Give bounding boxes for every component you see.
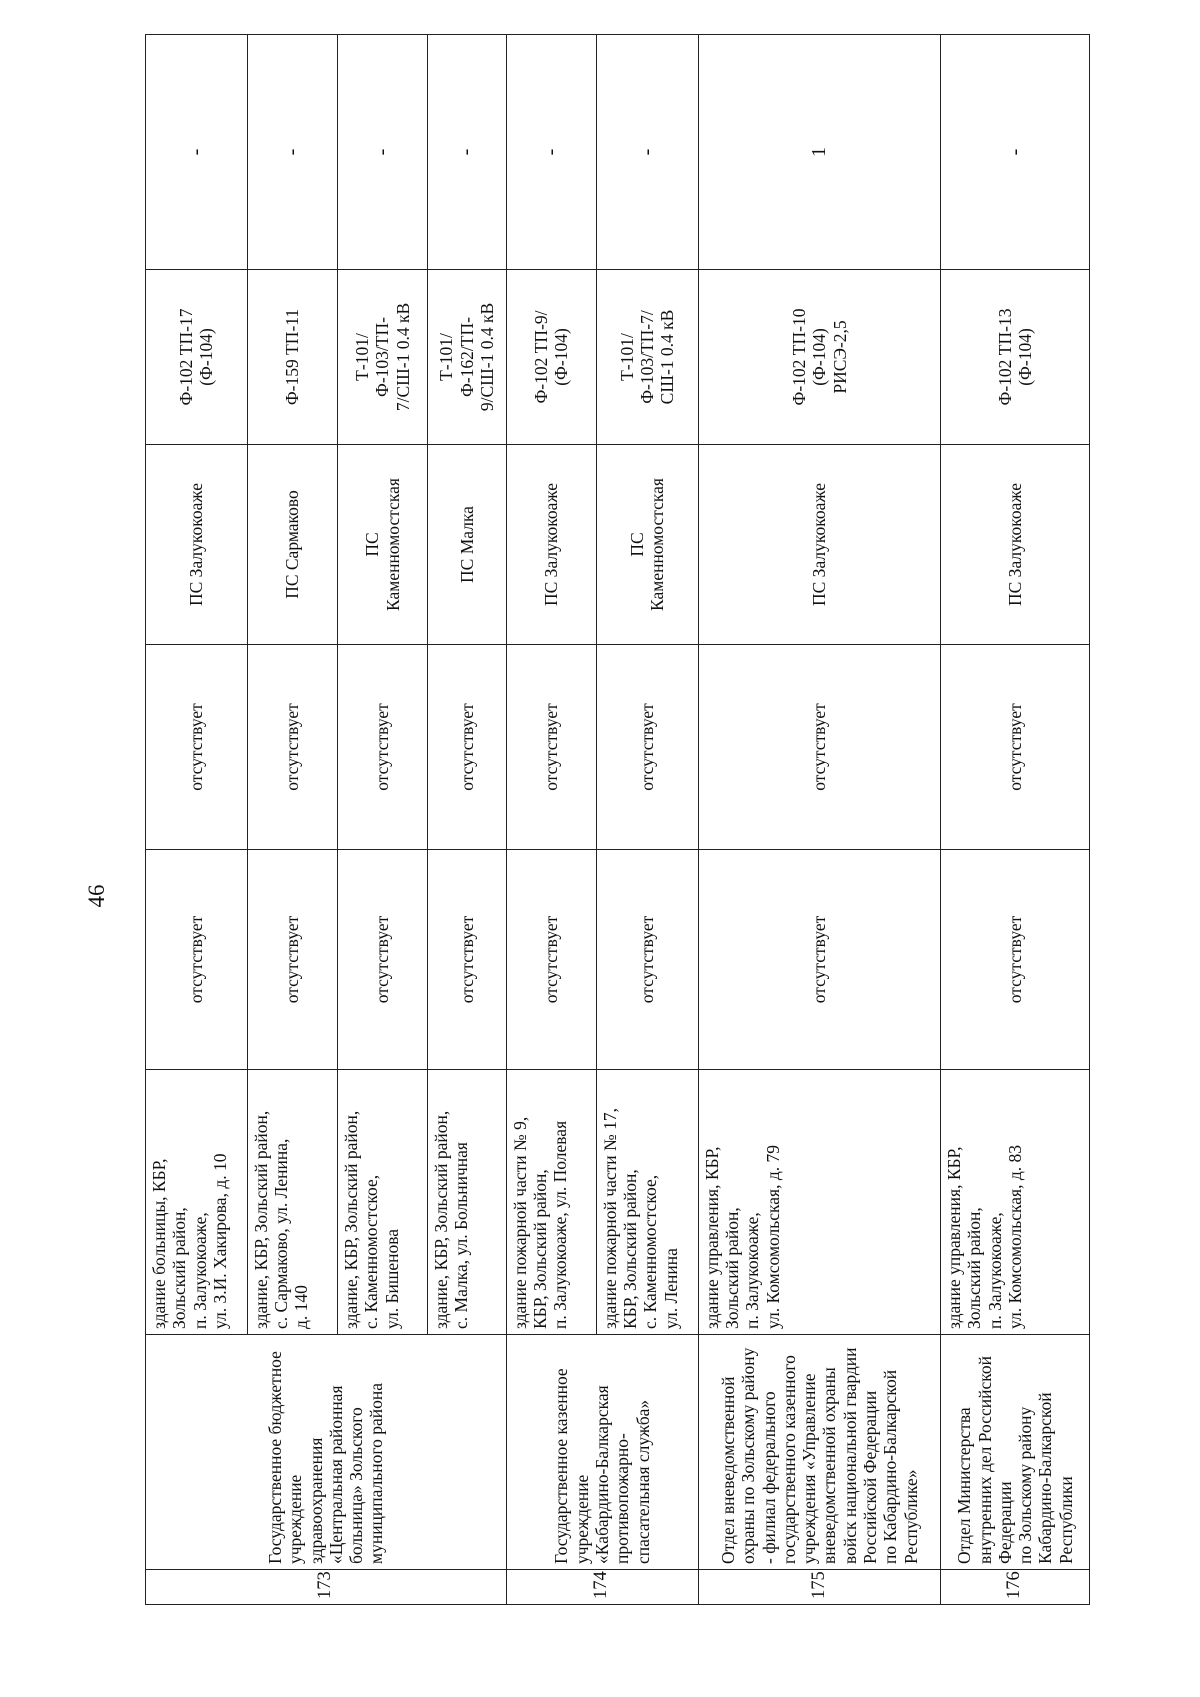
cell-line: «Кабардино-Балкарская: [591, 1385, 612, 1564]
cell-line: внутренних дел Российской: [974, 1355, 995, 1564]
cell-line: ПС Залукокоаже: [809, 483, 830, 606]
cell-line: ПС Сармаково: [282, 490, 303, 599]
cell-line: Ф-103/ТП-7/: [637, 310, 658, 404]
table-body: [146, 35, 1090, 1605]
cell-line: ПС Залукокоаже: [186, 483, 207, 606]
cell-line: больница» Зольского: [346, 1407, 367, 1564]
cell-line: ПС Малка: [456, 506, 477, 583]
cell-line: Государственное казенное: [551, 1368, 572, 1564]
cell-line: 9/СШ-1 0.4 кВ: [477, 302, 498, 412]
status-cell: отсутствует: [698, 645, 941, 850]
status-cell: отсутствует: [247, 850, 337, 1070]
cell-line: (Ф-104): [551, 328, 572, 386]
row-number-cell: 174: [506, 1570, 698, 1605]
cell-line: Зольский район,: [169, 1207, 190, 1329]
cell-line: п. Залукокоаже,: [984, 1212, 1005, 1329]
cell-line: с. Малка, ул. Больничная: [451, 1142, 472, 1329]
cell-line: учреждение: [571, 1474, 592, 1564]
status-cell: отсутствует: [506, 850, 596, 1070]
status-cell: отсутствует: [428, 850, 507, 1070]
cell-line: учреждения «Управление: [799, 1373, 820, 1564]
cell-line: Каменномостская: [647, 478, 668, 611]
organization-name-cell: [506, 1335, 698, 1570]
quantity-cell: -: [506, 35, 596, 270]
cell-line: СШ-1 0.4 кВ: [657, 309, 678, 405]
address-cell: [146, 1070, 248, 1335]
cell-line: ул. Ленина: [660, 1248, 681, 1329]
status-cell: отсутствует: [146, 645, 248, 850]
substation-cell: [146, 445, 248, 645]
address-cell: [247, 1070, 337, 1335]
substation-cell: [428, 445, 507, 645]
cell-line: (Ф-104): [809, 328, 830, 386]
cell-line: здание пожарной части № 9,: [509, 1116, 530, 1329]
quantity-cell: -: [247, 35, 337, 270]
cell-line: «Центральная районная: [325, 1385, 346, 1564]
cell-line: здравоохранения: [305, 1437, 326, 1564]
cell-line: - филиал федерального: [758, 1391, 779, 1564]
cell-line: Республики: [1055, 1476, 1076, 1564]
substation-cell: [596, 445, 698, 645]
cell-line: (Ф-104): [1015, 328, 1036, 386]
cell-line: вневедомственной охраны: [819, 1367, 840, 1564]
status-cell: отсутствует: [941, 850, 1090, 1070]
cell-line: Российской Федерации: [860, 1390, 880, 1564]
cell-line: ул. З.И. Хакирова, д. 10: [209, 1153, 230, 1329]
quantity-cell: -: [428, 35, 507, 270]
table-row: [506, 35, 596, 1605]
cell-line: Отдел Министерства: [954, 1407, 975, 1564]
cell-line: 7/СШ-1 0.4 кВ: [392, 302, 413, 412]
table-row: [146, 35, 248, 1605]
cell-line: государственного казенного: [778, 1355, 799, 1564]
feeder-line-cell: [146, 270, 248, 445]
cell-line: муниципального района: [366, 1382, 387, 1564]
row-number-cell: 173: [146, 1570, 507, 1605]
row-number-cell: 175: [698, 1570, 941, 1605]
address-cell: [698, 1070, 941, 1335]
cell-line: учреждение: [285, 1474, 306, 1564]
status-cell: отсутствует: [596, 645, 698, 850]
status-cell: отсутствует: [337, 850, 427, 1070]
substation-cell: [506, 445, 596, 645]
cell-line: здание управления, КБР,: [944, 1146, 965, 1329]
cell-line: Зольский район,: [964, 1207, 985, 1329]
cell-line: Ф-159 ТП-11: [282, 308, 303, 406]
cell-line: д. 140: [291, 1285, 312, 1329]
address-cell: [428, 1070, 507, 1335]
cell-line: ул. Комсомольская, д. 83: [1005, 1145, 1026, 1329]
feeder-line-cell: [428, 270, 507, 445]
cell-line: здание больницы, КБР,: [149, 1158, 169, 1329]
organization-name-cell: [941, 1335, 1090, 1570]
quantity-cell: -: [146, 35, 248, 270]
address-cell: [506, 1070, 596, 1335]
cell-line: по Кабардино-Балкарской: [880, 1369, 901, 1564]
quantity-cell: 1: [698, 35, 941, 270]
cell-line: Ф-162/ТП-: [456, 317, 477, 397]
cell-line: п. Залукокоаже,: [742, 1212, 763, 1329]
cell-line: с. Сармаково, ул. Ленина,: [271, 1138, 292, 1329]
cell-line: Кабардино-Балкарской: [1035, 1392, 1056, 1564]
cell-line: здание, КБР, Зольский район,: [431, 1110, 452, 1329]
cell-line: Государственное бюджетное: [264, 1351, 285, 1564]
cell-line: Каменномостская: [382, 478, 403, 611]
cell-line: ПС: [626, 532, 647, 557]
cell-line: ПС Залукокоаже: [1004, 483, 1025, 606]
status-cell: отсутствует: [506, 645, 596, 850]
cell-line: Ф-102 ТП-13: [994, 308, 1015, 406]
address-cell: [337, 1070, 427, 1335]
table-row: [698, 35, 941, 1605]
cell-line: по Зольскому району: [1015, 1406, 1036, 1564]
row-number-cell: 176: [941, 1570, 1090, 1605]
page-number: 46: [84, 884, 109, 908]
quantity-cell: -: [941, 35, 1090, 270]
organization-name-cell: [146, 1335, 507, 1570]
status-cell: отсутствует: [596, 850, 698, 1070]
cell-line: Республике»: [900, 1469, 921, 1564]
cell-line: ПС: [362, 532, 383, 557]
cell-line: ПС Залукокоаже: [541, 483, 562, 606]
status-cell: отсутствует: [698, 850, 941, 1070]
rotated-table-container: [145, 35, 1090, 1605]
cell-line: п. Залукокоаже, ул. Полевая: [550, 1120, 571, 1329]
quantity-cell: -: [596, 35, 698, 270]
cell-line: Отдел вневедомственной: [717, 1376, 738, 1564]
cell-line: (Ф-104): [196, 328, 217, 386]
status-cell: отсутствует: [941, 645, 1090, 850]
organization-name-cell: [698, 1335, 941, 1570]
cell-line: здание пожарной части № 17,: [599, 1108, 620, 1329]
cell-line: Ф-102 ТП-10: [788, 308, 809, 406]
cell-line: Т-101/: [352, 333, 373, 381]
cell-line: здание, КБР, Зольский район,: [250, 1110, 271, 1329]
cell-line: п. Залукокоаже,: [189, 1212, 210, 1329]
cell-line: КБР, Зольский район,: [529, 1169, 550, 1329]
cell-line: Т-101/: [436, 333, 457, 381]
cell-line: Ф-102 ТП-9/: [530, 310, 551, 404]
cell-line: с. Каменномостское,: [361, 1174, 382, 1329]
cell-line: с. Каменномостское,: [640, 1174, 661, 1329]
cell-line: войск национальной гвардии: [839, 1347, 860, 1564]
feeder-line-cell: [596, 270, 698, 445]
cell-line: здание управления, КБР,: [701, 1146, 722, 1329]
cell-line: спасательная служба»: [632, 1399, 653, 1564]
status-cell: отсутствует: [337, 645, 427, 850]
cell-line: здание, КБР, Зольский район,: [340, 1110, 361, 1329]
feeder-line-cell: [698, 270, 941, 445]
substation-cell: [247, 445, 337, 645]
cell-line: Т-101/: [616, 333, 637, 381]
feeder-line-cell: [247, 270, 337, 445]
cell-line: РИСЭ-2,5: [829, 320, 850, 394]
substation-cell: [337, 445, 427, 645]
status-cell: отсутствует: [146, 850, 248, 1070]
cell-line: КБР, Зольский район,: [620, 1169, 641, 1329]
status-cell: отсутствует: [247, 645, 337, 850]
substation-cell: [941, 445, 1090, 645]
substation-cell: [698, 445, 941, 645]
cell-line: охраны по Зольскому району: [738, 1347, 759, 1564]
address-cell: [941, 1070, 1090, 1335]
cell-line: Федерации: [994, 1481, 1015, 1564]
feeder-line-cell: [337, 270, 427, 445]
quantity-cell: -: [337, 35, 427, 270]
feeder-line-cell: [506, 270, 596, 445]
cell-line: Зольский район,: [721, 1207, 742, 1329]
cell-line: Ф-102 ТП-17: [176, 308, 197, 406]
table-row: [941, 35, 1090, 1605]
address-cell: [596, 1070, 698, 1335]
status-cell: отсутствует: [428, 645, 507, 850]
facilities-table: [145, 34, 1090, 1605]
cell-line: Ф-103/ТП-: [372, 317, 393, 397]
cell-line: ул. Бишенова: [381, 1228, 402, 1329]
feeder-line-cell: [941, 270, 1090, 445]
cell-line: ул. Комсомольская, д. 79: [762, 1145, 783, 1329]
cell-line: противопожарно-: [612, 1433, 633, 1564]
